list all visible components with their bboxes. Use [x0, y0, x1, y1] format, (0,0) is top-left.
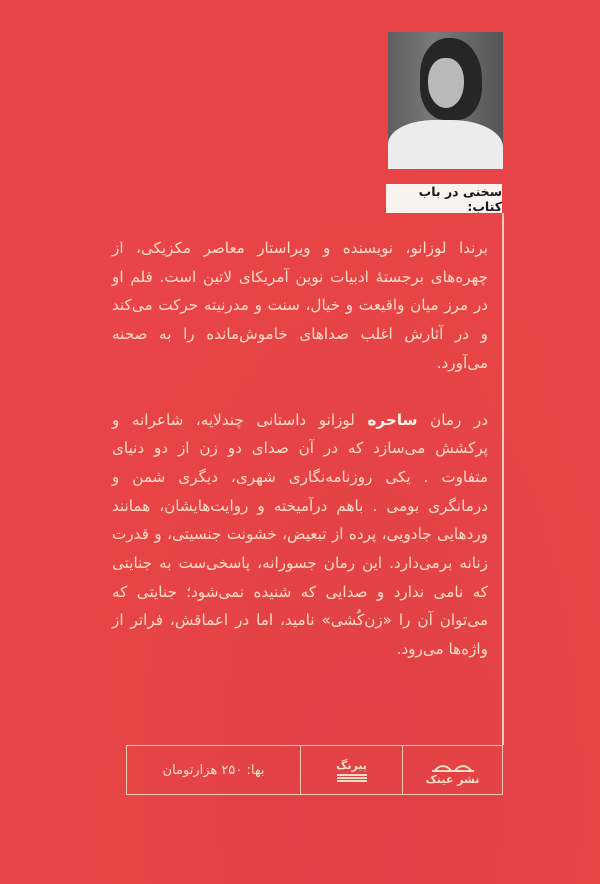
blurb-text [112, 234, 488, 664]
peyrang-logo: پیرنگ [336, 759, 367, 782]
footer-box [126, 745, 503, 795]
vertical-divider [502, 213, 504, 745]
novel-paragraph: در رمان ساحره لوزانو داستانی چندلایه، شاعرانه و پرکشش می‌سازد که در آن صدای دو زن از دو دنیای متفاوت . یکی روزنامه‌نگاری شهری، دیگری شمن و درمانگری بومی . باهم درآمیخته و روایت‌هایشان، همانند وردهایی جادویی، پرده از تبعیض، خشونت جنسیتی، و قدرت زنانه برمی‌دارد. این رمان جسورانه، پاسخی‌ست به جنایتی که نامی ندارد و صدایی که شنیده نمی‌شود؛ جنایتی که می‌توان آن را «زن‌کُشی» نامید، اما در اعماقش، فراتر از واژه‌ها می‌رود. [112, 410, 488, 659]
price-cell [127, 746, 300, 794]
publisher-cell-eynak [402, 746, 502, 794]
author-paragraph: برندا لوزانو، نویسنده و ویراستار معاصر مکزیکی، از چهره‌های برجستهٔ ادبیات نوین آمریکای لاتین است. قلم او در مرز میان واقیعت و خیال، سنت و مدرنیته حرکت می‌کند و در آثارش اغلب صداهای خاموش‌مانده را به صحنه می‌آورد. [112, 239, 488, 372]
author-photo [388, 32, 503, 169]
photo-face [428, 58, 464, 108]
book-stack-icon [337, 774, 367, 782]
eynak-logo: نشر عینک [426, 755, 480, 786]
publisher-cell-peyrang [300, 746, 402, 794]
book-title: ساحره [367, 410, 418, 429]
glasses-icon [431, 755, 475, 773]
price-text: بها: ۲۵۰ هزارتومان [162, 762, 265, 778]
section-label [386, 184, 502, 213]
section-label-text: سخنی در باب کتاب: [418, 183, 502, 214]
photo-shirt [388, 120, 503, 169]
